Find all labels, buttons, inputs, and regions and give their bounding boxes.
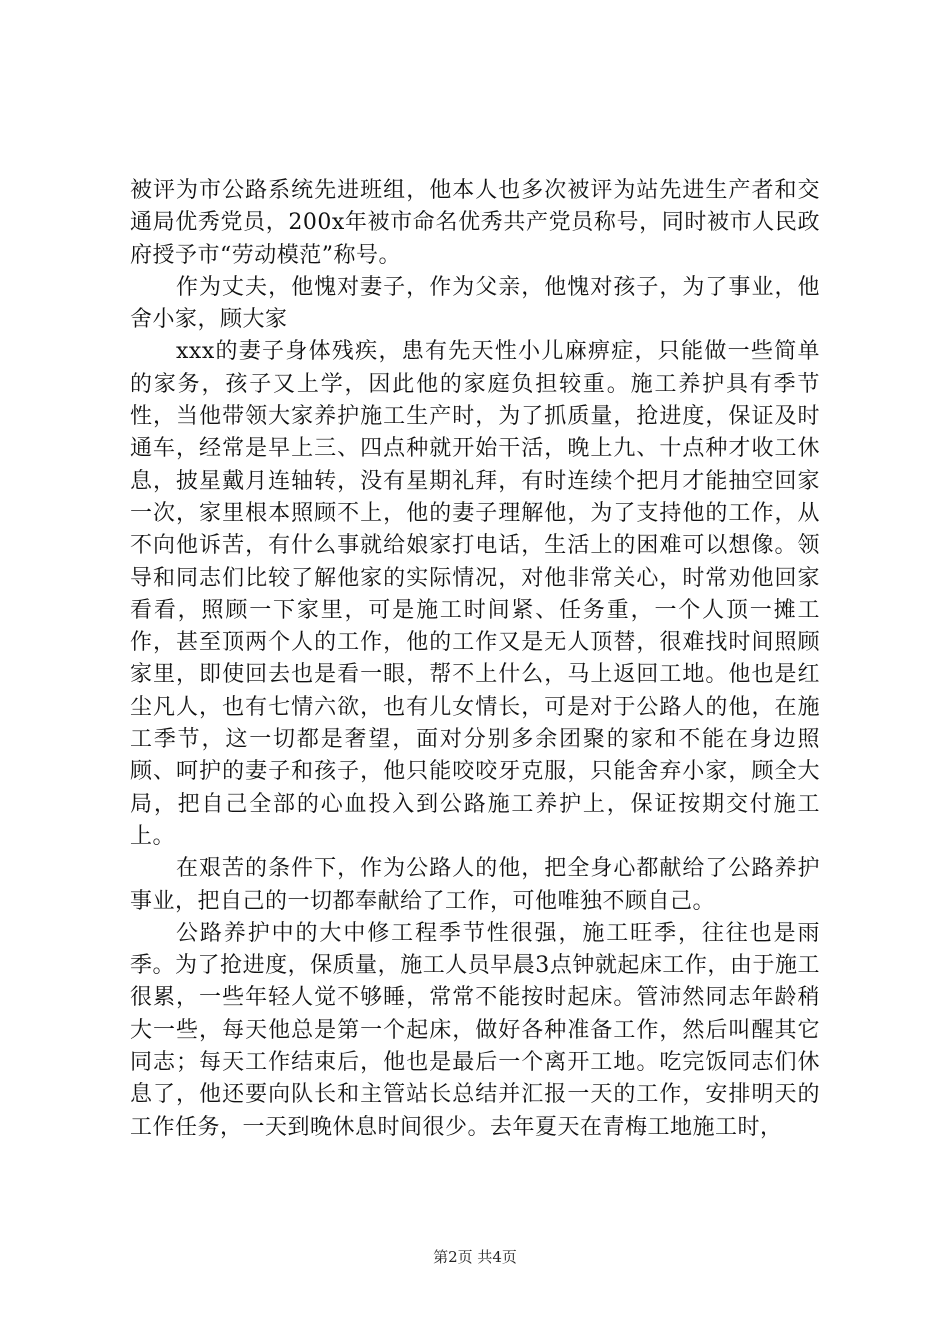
document-body [130,175,820,1144]
paragraph-3: xxx的妻子身体残疾，患有先天性小儿麻痹症，只能做一些简单的家务，孩子又上学，因此他的家庭负担较重。施工养护具有季节性，当他带领大家养护施工生产时，为了抓质量，抢进度，保证及时通车，经常是早上三、四点种就开始干活，晚上九、十点种才收工休息，披星戴月连轴转，没有星期礼拜，有时连续个把月才能抽空回家一次，家里根本照顾不上，他的妻子理解他，为了支持他的工作，从不向他诉苦，有什么事就给娘家打电话，生活上的困难可以想像。领导和同志们比较了解他家的实际情况，对他非常关心，时常劝他回家看看，照顾一下家里，可是施工时间紧、任务重，一个人顶一摊工作，甚至顶两个人的工作，他的工作又是无人顶替，很难找时间照顾家里，即使回去也是看一眼，帮不上什么，马上返回工地。他也是红尘凡人，也有七情六欲，也有儿女情长，可是对于公路人的他，在施工季节，这一切都是奢望，面对分别多余团聚的家和不能在身边照顾、呵护的妻子和孩子，他只能咬咬牙克服，只能舍弃小家，顾全大局，把自己全部的心血投入到公路施工养护上，保证按期交付施工上。 [130,339,820,849]
page-number-label: 第2页 共4页 [433,1248,517,1266]
paragraph-4: 在艰苦的条件下，作为公路人的他，把全身心都献给了公路养护事业，把自己的一切都奉献给了工作，可他唯独不顾自己。 [130,856,820,914]
paragraph-5: 公路养护中的大中修工程季节性很强，施工旺季，往往也是雨季。为了抢进度，保质量，施工人员早晨3点钟就起床工作，由于施工很累，一些年轻人觉不够睡，常常不能按时起床。管沛然同志年龄稍大一些，每天他总是第一个起床，做好各种准备工作，然后叫醒其它同志；每天工作结束后，他也是最后一个离开工地。吃完饭同志们休息了，他还要向队长和主管站长总结并汇报一天的工作，安排明天的工作任务，一天到晚休息时间很少。去年夏天在青梅工地施工时， [130,920,820,1140]
page-footer [0,1246,950,1267]
paragraph-2: 作为丈夫，他愧对妻子，作为父亲，他愧对孩子，为了事业，他舍小家，顾大家 [130,274,820,333]
paragraph-1: 被评为市公路系统先进班组，他本人也多次被评为站先进生产者和交通局优秀党员，200x年被市命名优秀共产党员称号，同时被市人民政府授予市“劳动模范”称号。 [130,178,820,268]
